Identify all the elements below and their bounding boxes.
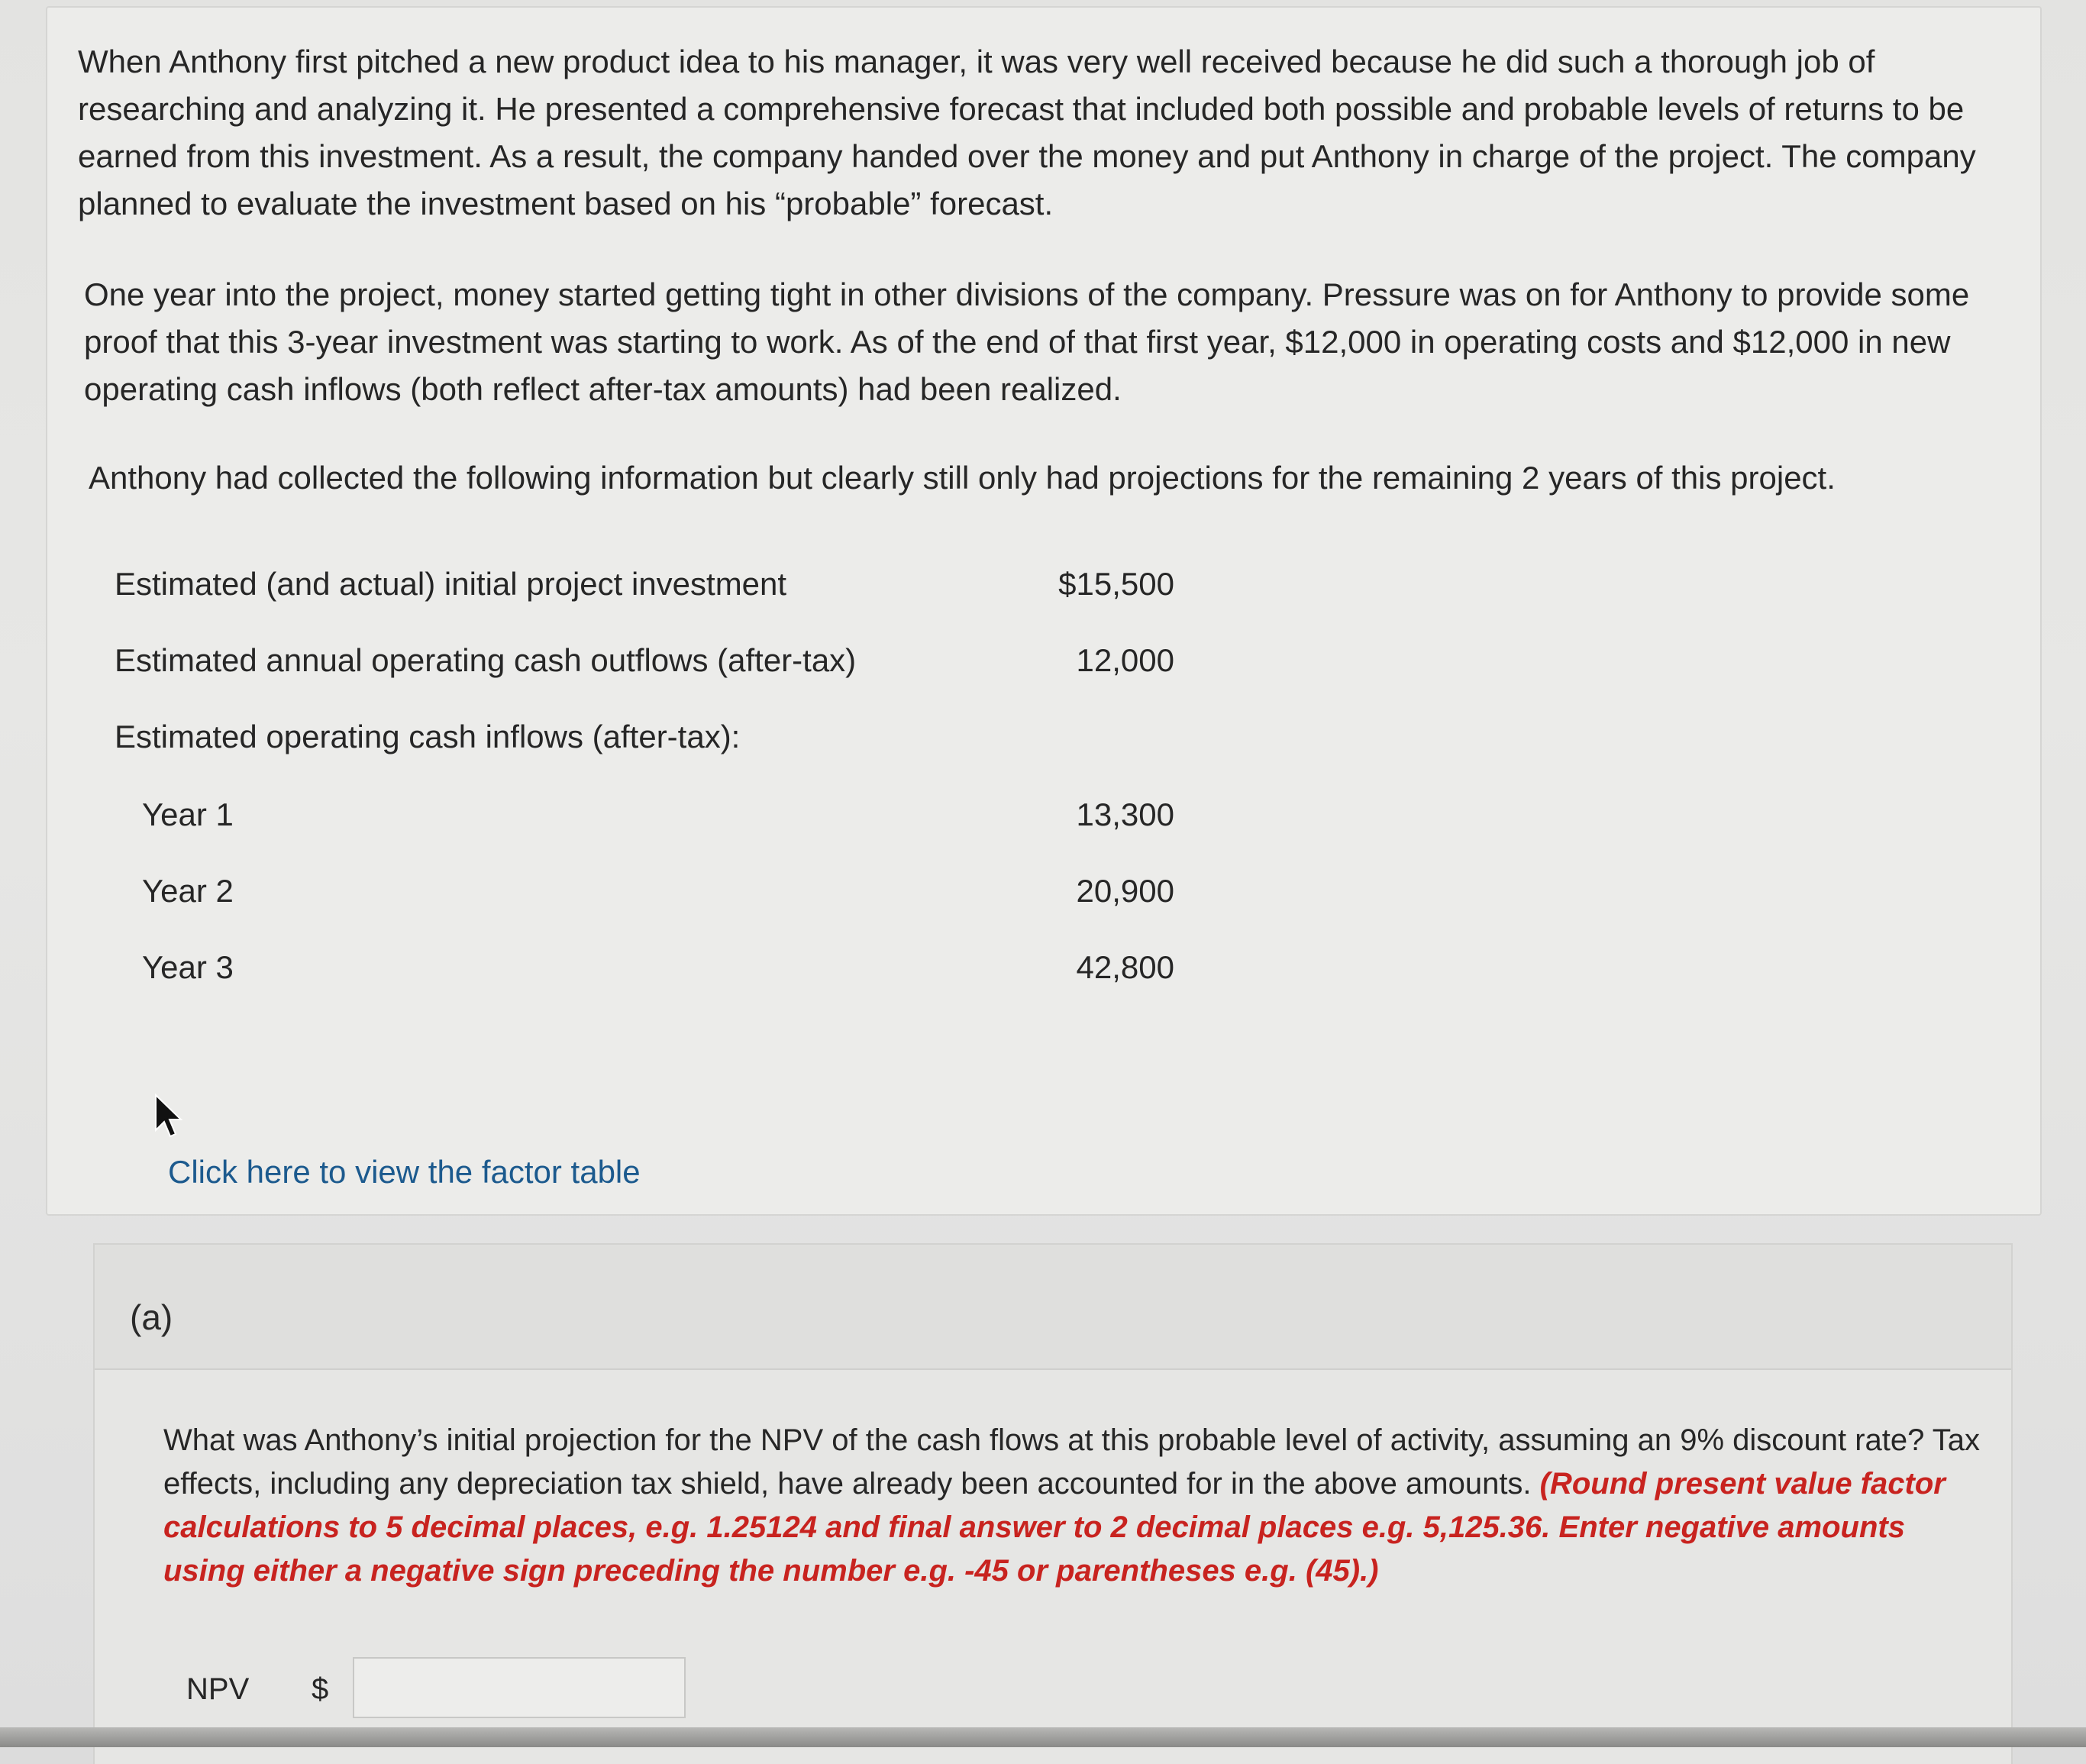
table-row-year-2 xyxy=(115,868,1183,914)
problem-paragraph-1: When Anthony first pitched a new product idea to his manager, it was very well received because he did such a thorough job of researching and analyzing it. He presented a comprehensive forecast that included both possible and probable levels of returns to be earned from this investment. As a result, the company handed over the money and put Anthony in charge of the project. The company planned to evaluate the investment based on his “probable” forecast. xyxy=(78,44,1976,221)
row-label: Estimated operating cash inflows (after-tax): xyxy=(115,719,741,754)
question-body: What was Anthony’s initial projection for the NPV of the cash flows at this probable level of activity, assuming an 9% discount rate? Tax effects, including any depreciation tax shield, have already been accounted for in the above amounts. xyxy=(163,1423,1981,1501)
table-row-inflows-header xyxy=(115,714,1183,760)
part-a-section xyxy=(93,1243,2013,1764)
row-label: Estimated annual operating cash outflows (after-tax) xyxy=(115,642,857,678)
row-label: Year 2 xyxy=(142,873,234,909)
table-row-initial-investment xyxy=(115,561,1183,607)
table-row-year-1 xyxy=(115,792,1183,838)
npv-label: NPV xyxy=(186,1672,250,1706)
part-label: (a) xyxy=(130,1297,173,1337)
row-value: $15,500 xyxy=(1058,566,1174,602)
npv-input[interactable] xyxy=(353,1657,686,1718)
table-row-annual-outflows xyxy=(115,638,1183,683)
row-label: Estimated (and actual) initial project investment xyxy=(115,566,787,602)
part-a-header xyxy=(95,1245,2011,1370)
factor-table-link[interactable]: Click here to view the factor table xyxy=(168,1154,641,1190)
table-row-year-3 xyxy=(115,945,1183,990)
row-value: 20,900 xyxy=(1076,873,1174,909)
screen-bottom-edge xyxy=(0,1727,2086,1747)
row-value: 12,000 xyxy=(1076,642,1174,678)
problem-panel xyxy=(46,6,2042,1216)
problem-paragraph-2: One year into the project, money started getting tight in other divisions of the company. Pressure was on for Anthony to provide some proof that this 3-year investment was starting to work. As of the end of that first year, $12,000 in operating costs and $12,000 in new operating cash inflows (both reflect after-tax amounts) had been realized. xyxy=(84,276,1970,407)
rounding-instruction: (Round present value factor calculations to 5 decimal places, e.g. 1.25124 and final answer to 2 decimal places e.g. 5,125.36. Enter negative amounts using either a negative sign preceding the number e.g. -45 or parentheses e.g. (45).) xyxy=(163,1467,1946,1588)
currency-symbol: $ xyxy=(312,1672,329,1706)
row-value: 13,300 xyxy=(1076,796,1174,832)
question-text xyxy=(163,1419,1981,1593)
problem-paragraph-3: Anthony had collected the following information but clearly still only had projections for the remaining 2 years of this project. xyxy=(89,460,1836,496)
row-label: Year 3 xyxy=(142,949,234,985)
row-value: 42,800 xyxy=(1076,949,1174,985)
row-label: Year 1 xyxy=(142,796,234,832)
mouse-pointer-icon xyxy=(153,1094,183,1139)
